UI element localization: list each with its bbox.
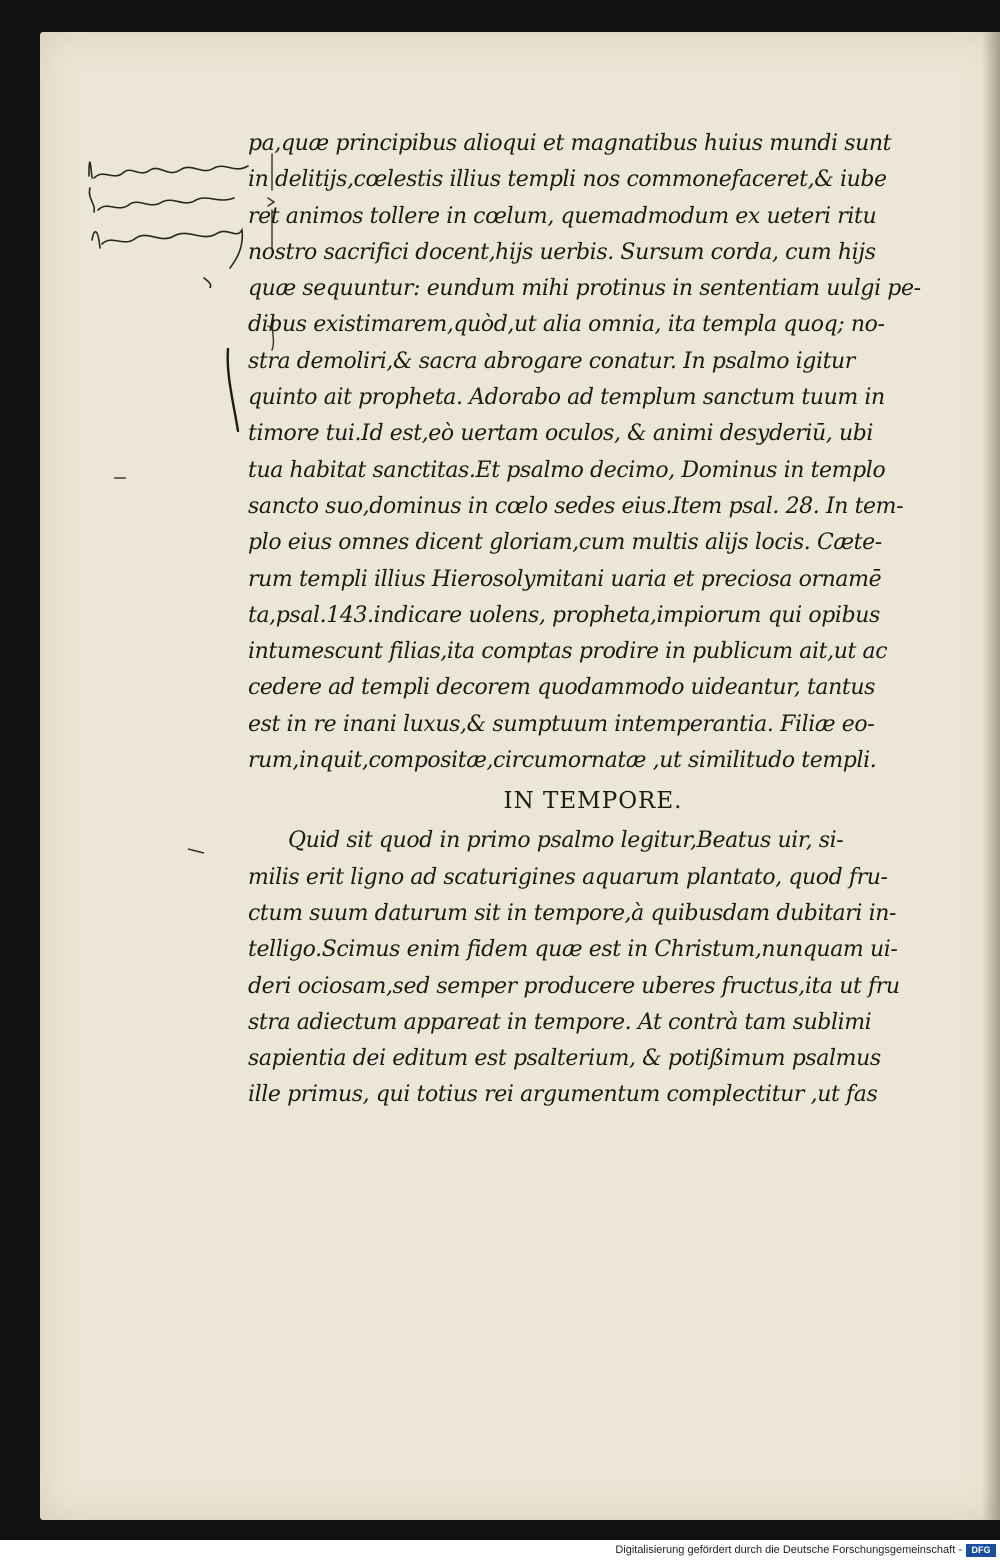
text-line: deri ociosam,sed semper producere uberes fructus,ita ut fru xyxy=(248,973,900,999)
text-line: sapientia dei editum est psalterium, & potißimum psalmus xyxy=(248,1046,881,1072)
handwritten-margin-note xyxy=(84,148,264,288)
margin-dash-mark xyxy=(186,846,206,856)
margin-vertical-stroke xyxy=(222,345,242,435)
section-heading: IN TEMPORE. xyxy=(503,788,683,815)
text-line: est in re inani luxus,& sumptuum intemperantia. Filiæ eo- xyxy=(248,711,875,737)
page-edge-shadow xyxy=(982,32,1000,1520)
text-line: ille primus, qui totius rei argumentum complectitur ,ut fas xyxy=(248,1082,878,1108)
digitization-footer xyxy=(0,1540,1000,1561)
text-line: timore tui.Id est,eò uertam oculos, & animi desyderiū, ubi xyxy=(248,421,874,447)
text-line: telligo.Scimus enim fidem quæ est in Christum,nunquam ui- xyxy=(248,937,898,963)
text-line: in delitijs,cœlestis illius templi nos commonefaceret,& iube xyxy=(248,167,887,193)
text-line: stra adiectum appareat in tempore. At contrà tam sublimi xyxy=(248,1009,872,1035)
text-line: cedere ad templi decorem quodammodo uideantur, tantus xyxy=(248,675,875,701)
text-line: milis erit ligno ad scaturigines aquarum plantato, quod fru- xyxy=(248,864,888,890)
text-line: plo eius omnes dicent gloriam,cum multis alijs locis. Cæte- xyxy=(248,530,882,556)
text-line: quinto ait propheta. Adorabo ad templum sanctum tuum in xyxy=(248,385,885,411)
text-line: intumescunt filias,ita comptas prodire in publicum ait,ut ac xyxy=(248,639,888,665)
text-line: stra demoliri,& sacra abrogare conatur. In psalmo igitur xyxy=(248,348,855,374)
text-line: nostro sacrifici docent,hijs uerbis. Sursum corda, cum hijs xyxy=(248,239,876,265)
text-line: ta,psal.143.indicare uolens, propheta,impiorum qui opibus xyxy=(248,602,880,628)
funding-credit: Digitalisierung gefördert durch die Deutsche Forschungsgemeinschaft - xyxy=(615,1544,962,1556)
text-line: quæ sequuntur: eundum mihi protinus in sententiam uulgi pe- xyxy=(248,276,921,302)
text-line: pa,quæ principibus alioqui et magnatibus huius mundi sunt xyxy=(248,131,892,156)
text-line: tua habitat sanctitas.Et psalmo decimo, Dominus in templo xyxy=(248,457,886,483)
text-line: Quid sit quod in primo psalmo legitur,Beatus uir, si- xyxy=(288,828,844,854)
text-line: rum templi illius Hierosolymitani uaria et preciosa ornamē xyxy=(248,566,882,592)
text-line: ctum suum daturum sit in tempore,à quibusdam dubitari in- xyxy=(248,900,897,926)
text-line: sancto suo,dominus in cœlo sedes eius.Item psal. 28. In tem- xyxy=(248,493,904,519)
dfg-logo: DFG xyxy=(966,1544,996,1557)
text-line: dibus existimarem,quòd,ut alia omnia, ita templa quoq; no- xyxy=(248,312,885,338)
text-line: rum,inquit,compositæ,circumornatæ ,ut similitudo templi. xyxy=(248,748,877,774)
text-line: ret animos tollere in cœlum, quemadmodum ex ueteri ritu xyxy=(248,203,877,229)
margin-dash-mark xyxy=(112,474,128,482)
page-text xyxy=(248,126,938,1114)
